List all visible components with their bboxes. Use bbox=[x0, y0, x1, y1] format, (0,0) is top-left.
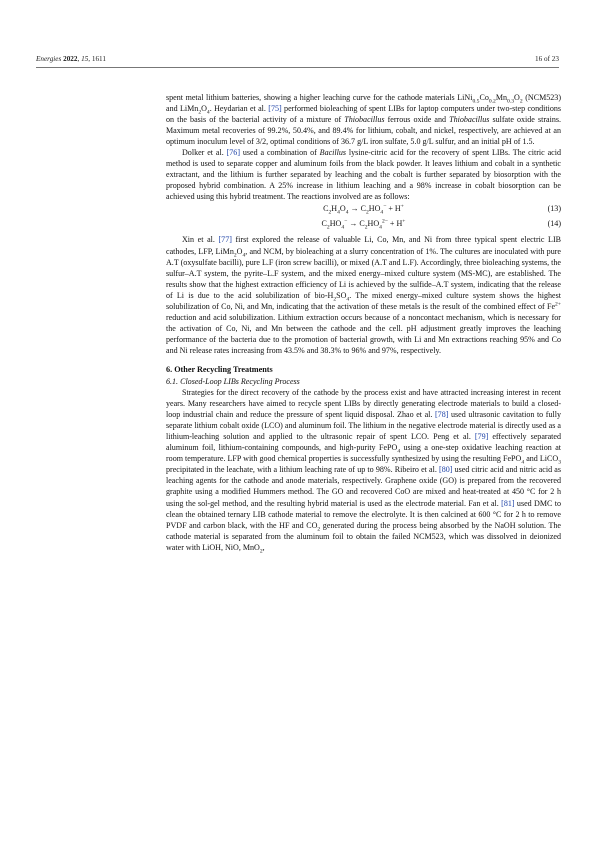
section-heading: 6. Other Recycling Treatments bbox=[166, 364, 273, 374]
article-number: 1611 bbox=[91, 55, 106, 63]
equation-14 bbox=[166, 217, 561, 232]
equation-13 bbox=[166, 202, 561, 217]
equation-14-number: (14) bbox=[547, 218, 561, 228]
journal-citation: Energies 2022, 15, 1611 bbox=[36, 55, 106, 63]
paragraph-1: spent metal lithium batteries, showing a higher leaching curve for the cathode materials $LiNi_{0.5}Co_{0.2}Mn_{0.3}O_2$ (NCM523) and $LiMn_2O_4$. Heydarian et al. [75] performed bioleaching of spent LIBs for laptop computers under two-step conditions on the basis of the bacterial activity of a mixture of Thiobacillus ferrous oxide and Thiobacillus sulfate oxide strains. Maximum metal recoveries of 99.2%, 50.4%, and 89.4% for lithium, cobalt, and nickel, respectively, are achieved at an optimum inoculum level of 3/2, optimal conditions of 36.7 g/L iron sulfate, 5.0 g/L sulfur, and an initial pH of 1.5. bbox=[166, 93, 562, 147]
running-header bbox=[36, 55, 559, 63]
citation-79[interactable]: [79] bbox=[474, 432, 489, 442]
citation-78[interactable]: [78] bbox=[435, 410, 449, 420]
header-divider bbox=[36, 67, 559, 68]
citation-77[interactable]: [77] bbox=[218, 235, 232, 245]
citation-75[interactable]: [75] bbox=[268, 104, 282, 114]
equation-13-expression: $C_2H_4O_4 \to C_2HO_4^- + H^+$ bbox=[323, 203, 404, 217]
equation-14-expression: $C_2HO_4^- \to C_2HO_4^{2-} + H^+$ bbox=[321, 218, 406, 231]
paragraph-3: Xin et al. [77] first explored the release of valuable Li, Co, Mn, and Ni from three typical spent electric LIB cathodes, LFP, $LiMn_2O_4$, and NCM, by bioleaching at a slurry concentration of 1%. The cultures are inoculated with pure A.T (oxysulfate bacilli), pure L.F (iron screw bacilli), or mixed (A.T and L.F). Accordingly, three bioleaching systems, the sulfur–A.T system, the pyrite–L.F system, and the mixed energy–mixed culture system (MS-MC), are established. The results show that the highest extraction efficiency of Li is achieved by the sulfide–A.T system, indicating that the release of Li is due to the acid solubilization of bio-$H_2SO_4$. The mixed energy–mixed culture system shows the highest solubilization of Co, Ni, and Mn, indicating that the activation of these metals is the result of the combined effect of $Fe^{2+}$ reduction and acid solubilization. Lithium extraction occurs because of a noncontact mechanism, which is necessary for the activation of Co, Ni, and Mn between the cathode and the cell. pH adjustment greatly improves the leaching performance of the bacteria due to the promotion of bacterial growth, with Li and Mn extractions reaching 95% and Co and Ni release rates increasing from 43.5% and 38.3% to 96% and 97%, respectively. bbox=[166, 235, 561, 355]
citation-81[interactable]: [81] bbox=[501, 498, 515, 508]
subsection-heading: 6.1. Closed-Loop LIBs Recycling Process bbox=[166, 376, 300, 386]
paragraph-2: Dolker et al. [76] used a combination of Bacillus lysine-citric acid for the recovery of spent LIBs. The citric acid method is used to separate copper and aluminum foils from the black powder. It leaves lithium and cobalt in a synthetic extractant, and the lithium is further separated by leaching and the cobalt is further separated by biosorption with the proposed hybrid combination. A 25% increase in lithium leaching and a 98% increase in cobalt biosorption can be achieved using this hybrid treatment. The reactions involved are as follows: bbox=[166, 148, 561, 202]
journal-name: Energies bbox=[36, 55, 62, 63]
journal-volume: 15 bbox=[81, 55, 89, 63]
journal-year: 2022 bbox=[63, 55, 78, 63]
citation-80[interactable]: [80] bbox=[439, 465, 453, 475]
citation-76[interactable]: [76] bbox=[226, 148, 241, 158]
paragraph-4: Strategies for the direct recovery of the cathode by the process exist and have attracted increasing interest in recent years. Many researchers have aimed to recycle spent LIBs by directly generating electrode materials to build a closed-loop industrial chain and reduce the pressure of spent liquid disposal. Zhao et al. [78] used ultrasonic cavitation to fully separate lithium cobalt oxide (LCO) and aluminum foil. The lithium in the negative electrode material is directly used as a lithium-leaching solution and applied to the ultrasonic repair of spent LCO. Peng et al. [79] effectively separated aluminum foil, lithium-containing compounds, and high-purity FePO$_4$ using a one-step oxidative leaching reaction at room temperature. LFP with good chemical properties is successfully synthesized by using the resulting FePO$_4$ and LiCO$_3$ precipitated in the leachate, with a lithium leaching rate of up to 98%. Ribeiro et al. [80] used citric acid and nitric acid as leaching agents for the cathode and anode materials, respectively. Graphene oxide (GO) is prepared from the recovered graphite using a modified Hummers method. The GO and recovered CoO are mixed and heat-treated at 450 °C for 2 h using the sol-gel method, and the resulting hybrid material is used as the electrode material. Fan et al. [81] used DMC to clean the obtained ternary LIB cathode material to remove the electrolyte. It is then calcined at 600 °C for 2 h to remove PVDF and carbon black, with the HF and $CO_2$ generated during the process being absorbed by the NaOH solution. The cathode material is separated from the aluminum foil to obtain the failed NCM523, which was dissolved in deionized water with LiOH, NiO, MnO$_2$, bbox=[166, 388, 561, 555]
page-number: 16 of 23 bbox=[535, 55, 559, 63]
article-body bbox=[166, 92, 561, 553]
equation-13-number: (13) bbox=[547, 204, 561, 214]
